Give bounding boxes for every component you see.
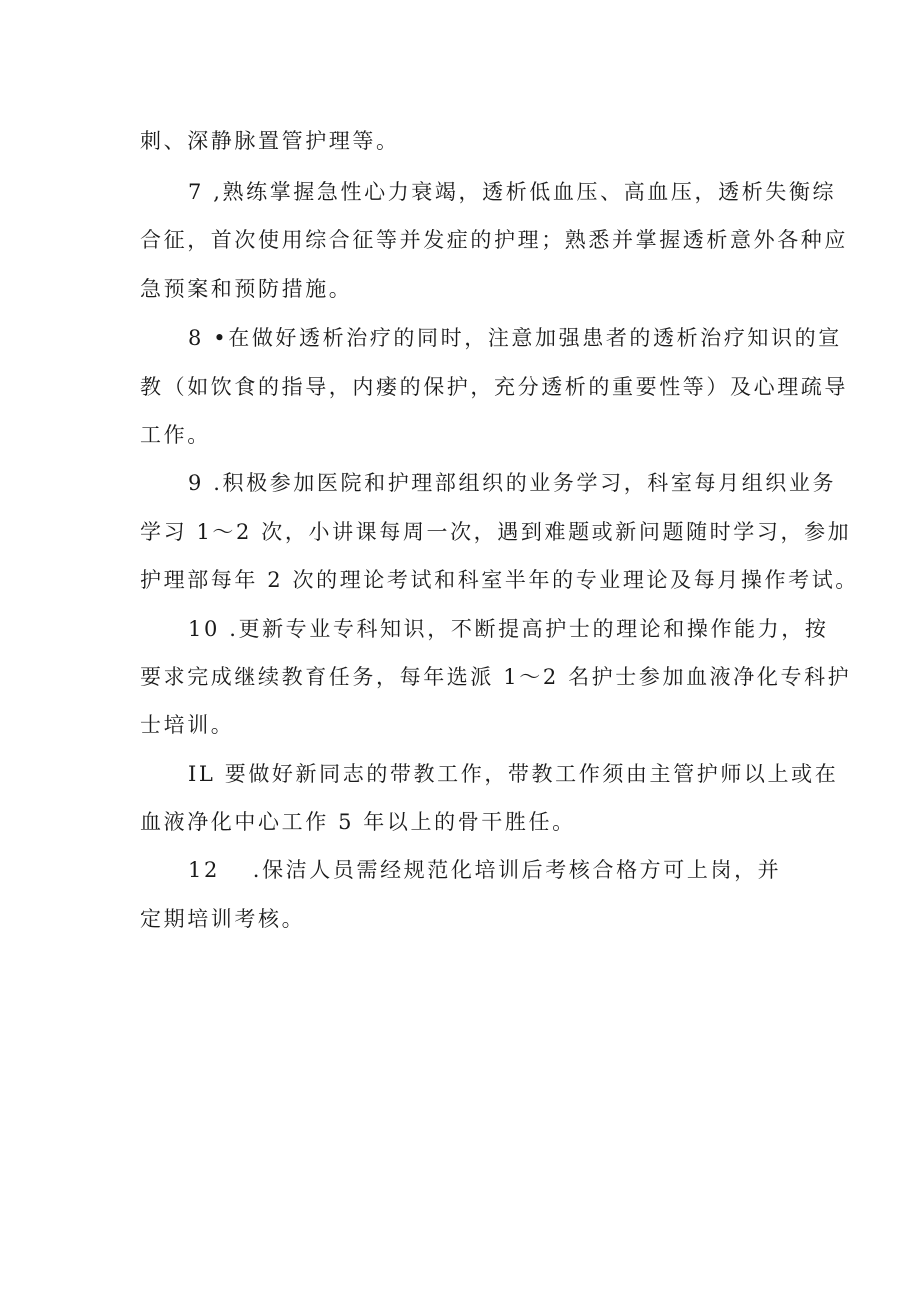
text-line: 合征，首次使用综合征等并发症的护理；熟悉并掌握透析意外各种应 (140, 228, 848, 252)
text-line: 刺、深静脉置管护理等。 (140, 129, 400, 153)
text-line: 学习 1～2 次，小讲课每周一次，遇到难题或新问题随时学习，参加 (140, 520, 852, 544)
text-line: 血液净化中心工作 5 年以上的骨干胜任。 (140, 810, 576, 834)
text-line: 9 .积极参加医院和护理部组织的业务学习，科室每月组织业务 (188, 471, 837, 495)
text-line: 教（如饮食的指导，内瘘的保护，充分透析的重要性等）及心理疏导 (140, 375, 848, 399)
text-line: 12 .保洁人员需经规范化培训后考核合格方可上岗，并 (188, 858, 782, 882)
text-line: 急预案和预防措施。 (140, 277, 353, 301)
text-line: 护理部每年 2 次的理论考试和科室半年的专业理论及每月操作考试。 (140, 568, 859, 592)
text-line: 工作。 (140, 423, 211, 447)
text-line: 8 •在做好透析治疗的同时，注意加强患者的透析治疗知识的宣 (188, 326, 842, 350)
text-line: 10 .更新专业专科知识，不断提高护士的理论和操作能力，按 (188, 617, 829, 641)
text-line: 定期培训考核。 (140, 907, 306, 931)
text-line: 要求完成继续教育任务，每年选派 1～2 名护士参加血液净化专科护 (140, 665, 852, 689)
text-line: 士培训。 (140, 713, 235, 737)
text-line: 7 ,熟练掌握急性心力衰竭，透析低血压、高血压，透析失衡综 (188, 180, 837, 204)
text-line: IL 要做好新同志的带教工作，带教工作须由主管护师以上或在 (188, 762, 839, 786)
